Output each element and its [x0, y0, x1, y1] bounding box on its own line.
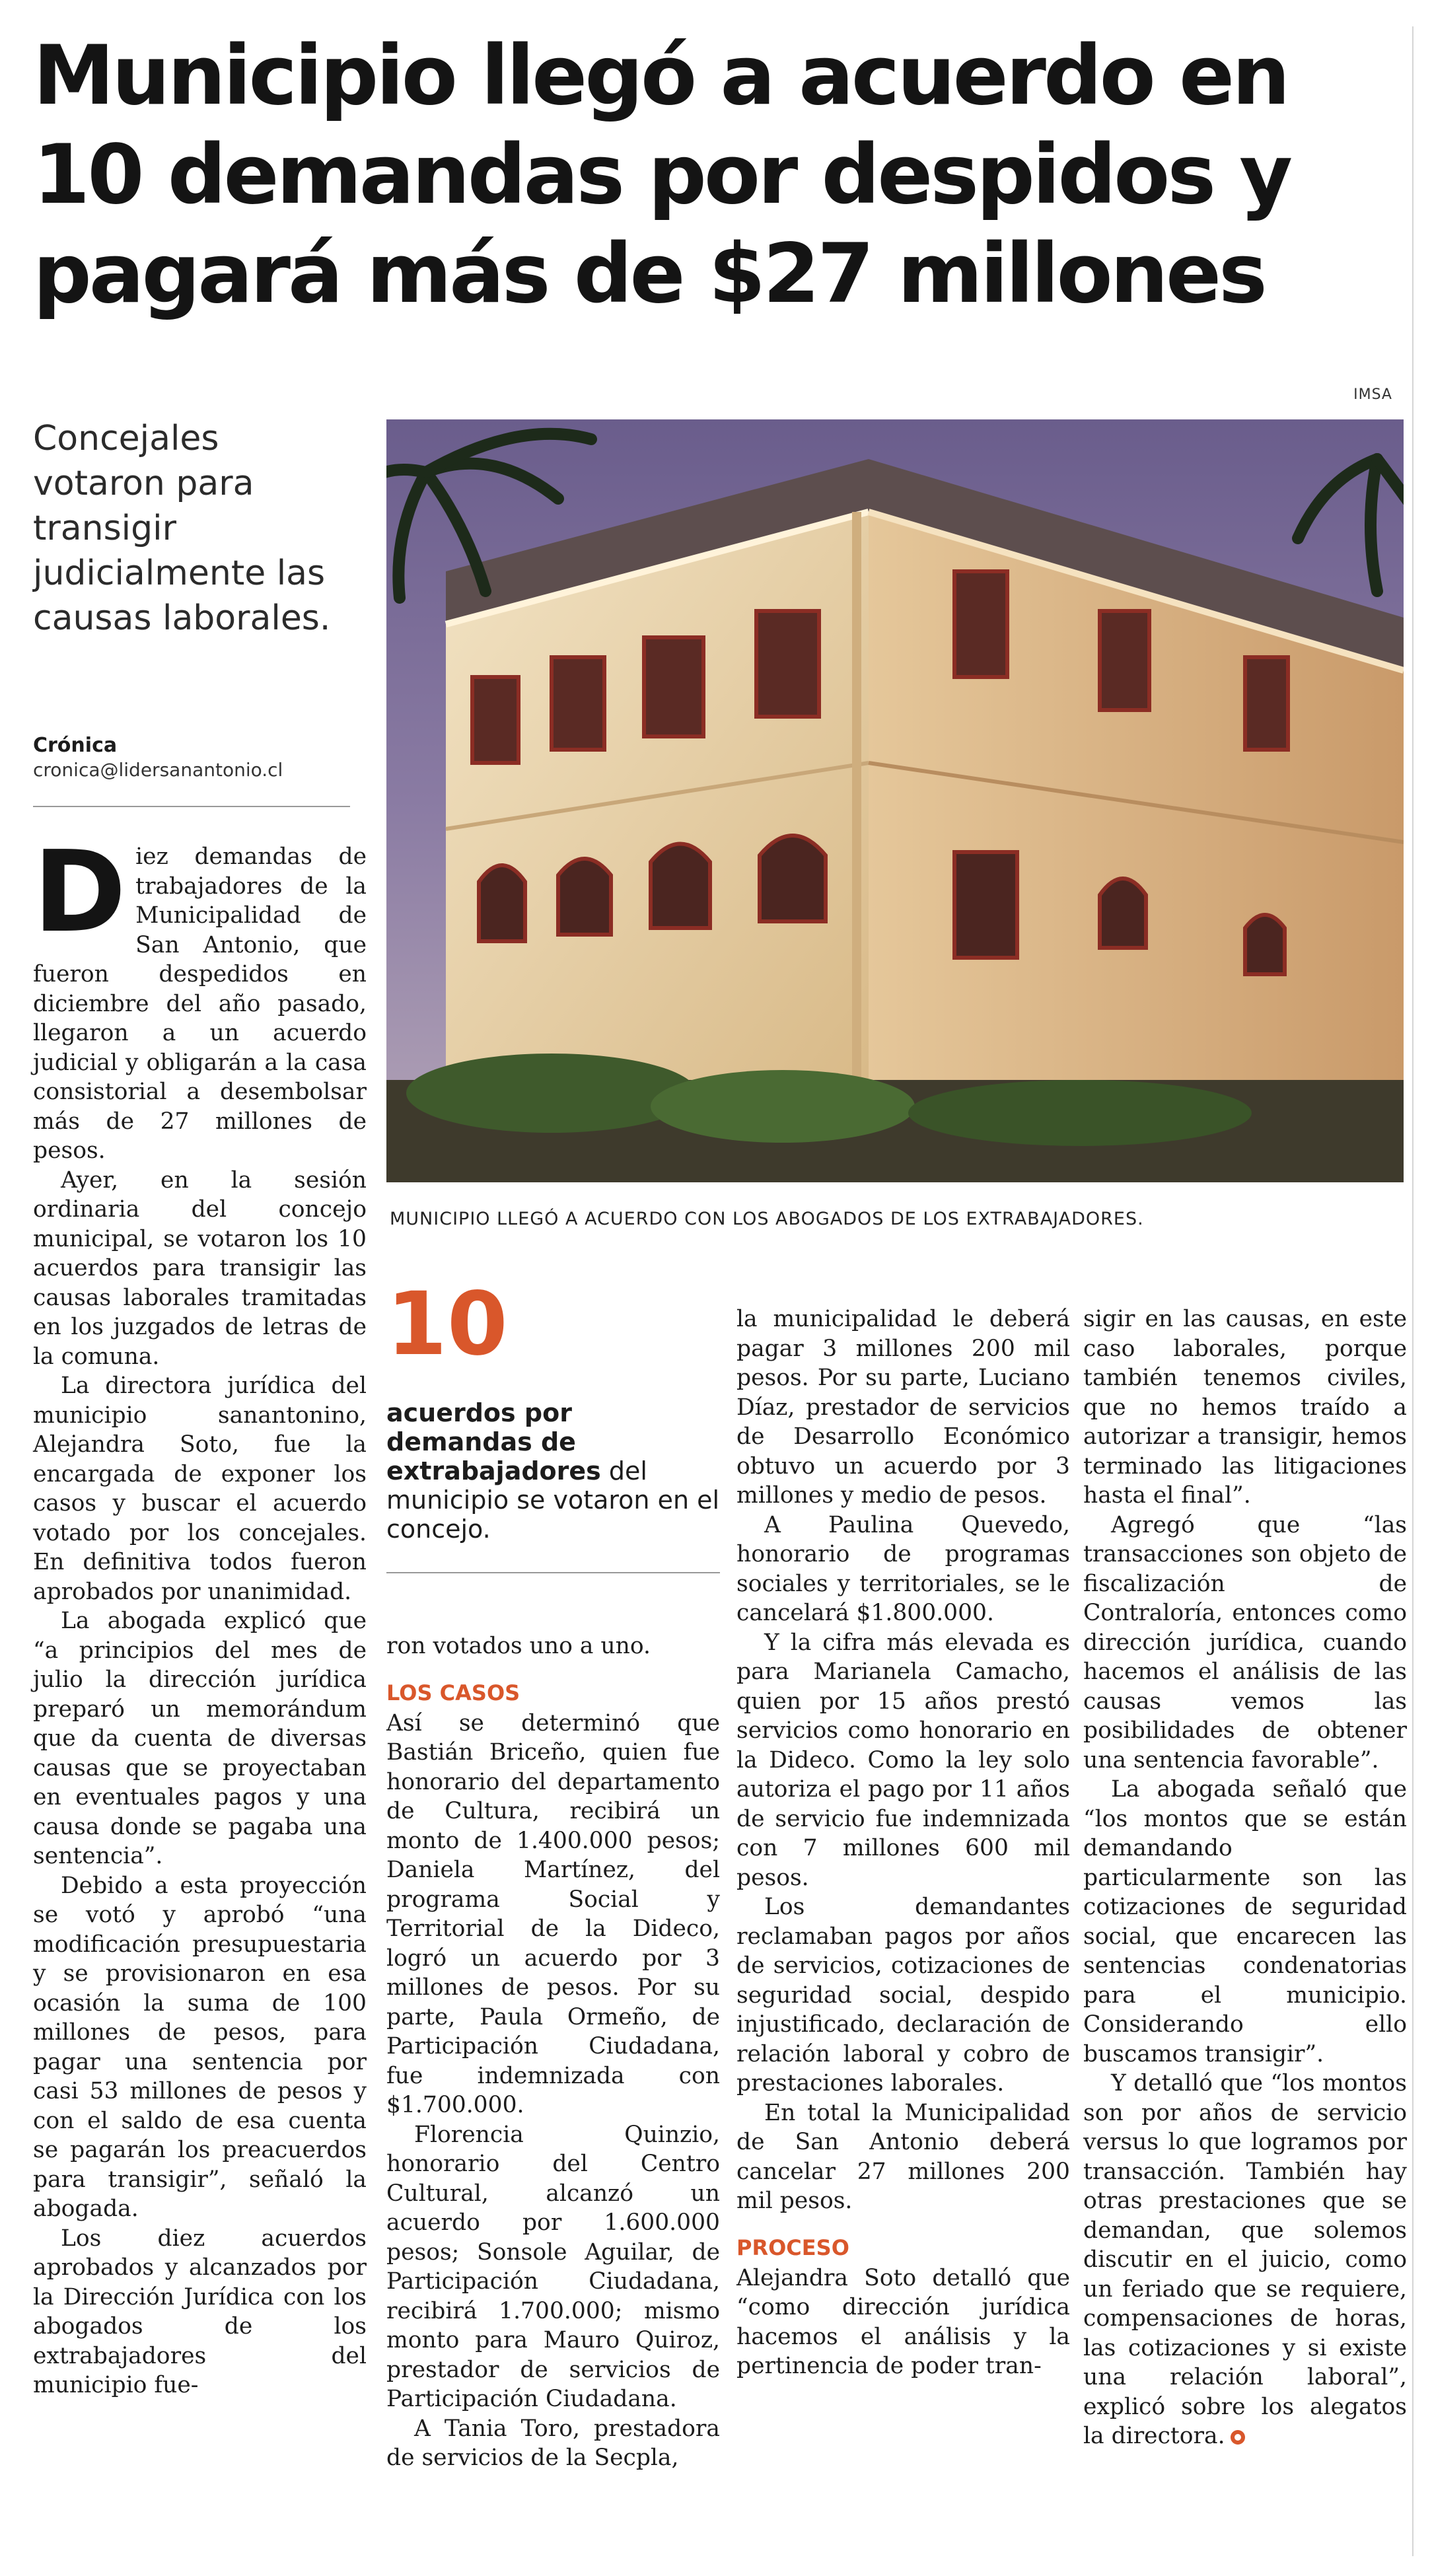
paragraph: A Tania Toro, prestadora de servicios de la Secpla, [386, 2415, 720, 2471]
byline [33, 733, 350, 782]
body-column-2 [386, 1631, 720, 2473]
article-photo [386, 419, 1404, 1182]
paragraph: Agregó que “las transacciones son objeto de fiscalización de Contraloría, entonces como dirección jurídica, cuando hacemos el análisis de las causas vemos las posibilidades de obtener una sentencia favorable”. [1083, 1511, 1407, 1773]
paragraph: Alejandra Soto detalló que “como dirección jurídica hacemos el análisis y la pertinencia de poder tran- [736, 2264, 1070, 2379]
paragraph: ron votados uno a uno. [386, 1633, 651, 1659]
paragraph: sigir en las causas, en este caso laborales, porque también tenemos civiles, que no hemos traído a autorizar a transigir, hemos terminado las litigaciones hasta el final”. [1083, 1306, 1407, 1509]
paragraph: Ayer, en la sesión ordinaria del concejo municipal, se votaron los 10 acuerdos para transigir las causas laborales tramitadas en los juzgados de letras de la comuna. [33, 1166, 367, 1370]
paragraph: Los diez acuerdos aprobados y alcanzados por la Dirección Jurídica con los abogados de los extrabajadores del municipio fue- [33, 2225, 367, 2398]
stat-text: acuerdos por demandas de extrabajadores del municipio se votaron en el concejo. [386, 1398, 720, 1544]
photo-credit: IMSA [1353, 386, 1392, 403]
paragraph: Florencia Quinzio, honorario del Centro Cultural, alcanzó un acuerdo por 1.600.000 pesos; Sonsole Aguilar, de Participación Ciudadana, recibirá 1.700.000; mismo monto para Mauro Quiroz, prestador de servicios de Participación Ciudadana. [386, 2121, 720, 2412]
photo-caption: MUNICIPIO LLEGÓ A ACUERDO CON LOS ABOGADOS DE LOS EXTRABAJADORES. [390, 1209, 1144, 1229]
paragraph: A Paulina Quevedo, honorario de programas sociales y territoriales, se le cancelará $1.800.000. [736, 1511, 1070, 1626]
building-illustration [386, 419, 1404, 1182]
byline-divider [33, 806, 350, 807]
paragraph: Debido a esta proyección se votó y aprobó “una modificación presupuestaria y se provisionaron en esa ocasión la suma de 100 millones de pesos, para pagar una sentencia por casi 53 millones de pesos y con el saldo de esa cuenta se pagarán los preacuerdos para transigir”, señaló la abogada. [33, 1872, 367, 2222]
headline: Municipio llegó a acuerdo en 10 demandas por despidos y pagará más de $27 millones [33, 28, 1291, 322]
lead-paragraph: Diez demandas de trabajadores de la Municipalidad de San Antonio, que fueron despedidos en diciembre del año pasado, llegaron a un acuerdo judicial y obligarán a la casa consistorial a desembolsar más de 27 millones de pesos. [33, 827, 367, 1164]
byline-email: cronica@lidersanantonio.cl [33, 759, 283, 781]
drop-cap: D [33, 827, 127, 958]
byline-name: Crónica [33, 734, 118, 757]
subhead-casos: LOS CASOS [386, 1680, 520, 1705]
paragraph: Y la cifra más elevada es para Marianela Camacho, quien por 15 años prestó servicios como honorario en la Dideco. Como la ley solo autoriza el pago por 11 años de servicio fue indemnizada con 7 millones 600 mil pesos. [736, 1629, 1070, 1891]
body-column-4 [1083, 1305, 1407, 2451]
paragraph: Los demandantes reclamaban pagos por años de servicios, cotizaciones de seguridad social, despido injustificado, declaración de relación laboral y cobro de prestaciones laborales. [736, 1894, 1070, 2096]
stat-divider [386, 1572, 720, 1573]
stat-box [386, 1273, 720, 1544]
body-column-3 [736, 1305, 1070, 2381]
paragraph: En total la Municipalidad de San Antonio deberá cancelar 27 millones 200 mil pesos. [736, 2099, 1070, 2214]
paragraph: La abogada explicó que “a principios del mes de julio la dirección jurídica preparó un memorándum que da cuenta de diversas causas que se proyectaban en eventuales pagos y una causa donde se pagaba una sentencia”. [33, 1608, 367, 1869]
paragraph: La abogada señaló que “los montos que se están demandando particularmente son las cotizaciones de seguridad social, que encarecen las sentencias condenatorias para el municipio. Considerando ello buscamos transigir”. [1083, 1776, 1407, 2067]
subhead-proceso: PROCESO [736, 2235, 849, 2260]
stat-number: 10 [386, 1273, 508, 1375]
paragraph: La directora jurídica del municipio sanantonino, Alejandra Soto, fue la encargada de exponer los casos y buscar el acuerdo votado por los concejales. En definitiva todos fueron aprobados por unanimidad. [33, 1373, 367, 1605]
body-column-1 [33, 827, 367, 2400]
column-rule [1412, 26, 1414, 2556]
deck-subtitle: Concejales votaron para transigir judicialmente las causas laborales. [33, 419, 331, 638]
paragraph: Y detalló que “los montos son por años de servicio versus lo que logramos por transacción. También hay otras prestaciones que se demandan, que solemos discutir en el juicio, como un feriado que se requiere, compensaciones de horas, las cotizaciones y si existe una relación laboral”, explicó sobre los alegatos la directora. [1083, 2070, 1407, 2449]
end-mark-icon [1231, 2430, 1245, 2445]
paragraph: Así se determinó que Bastián Briceño, quien fue honorario del departamento de Cultura, recibirá un monto de 1.400.000 pesos; Daniela Martínez, del programa Social y Territorial de la Dideco, logró un acuerdo por 3 millones de pesos. Por su parte, Paula Ormeño, de Participación Ciudadana, fue indemnizada con $1.700.000. [386, 1709, 720, 2118]
paragraph: la municipalidad le deberá pagar 3 millones 200 mil pesos. Por su parte, Luciano Díaz, prestador de servicios de Desarrollo Económico obtuvo un acuerdo por 3 millones y medio de pesos. [736, 1306, 1070, 1509]
